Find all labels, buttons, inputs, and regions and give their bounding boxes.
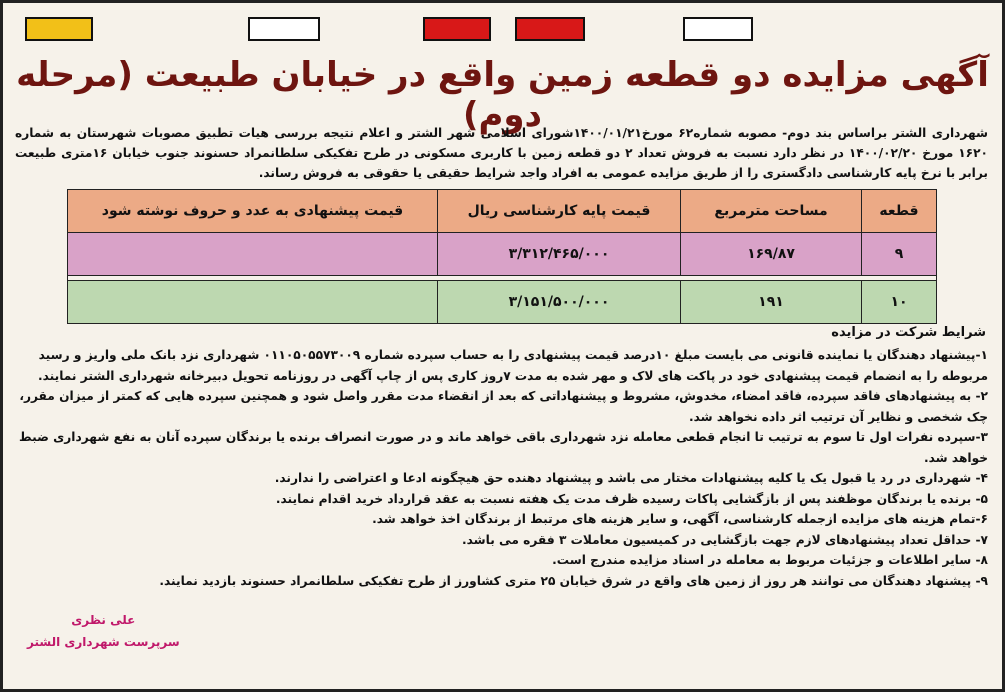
conditions-list (15, 345, 988, 591)
header-offer-price: قیمت پیشنهادی به عدد و حروف نوشته شود (68, 190, 438, 233)
condition-item: ۳-سپرده نفرات اول تا سوم به ترتیب تا انجام قطعی معامله نزد شهرداری باقی خواهد ماند و در صورت انصراف برنده یا برندگان سپرده آنان به نفع شهرداری ضبط خواهد شد. (19, 430, 988, 465)
header-lot: قطعه (862, 190, 937, 233)
table-row (68, 281, 937, 324)
cell-offer-price[interactable] (68, 233, 438, 276)
condition-item: ۶-تمام هزینه های مزایده ازجمله کارشناسی، آگهی، و سایر هزینه های مرتبط از برندگان اخذ خواهد شد. (372, 512, 988, 526)
table-row (68, 233, 937, 276)
color-block-red (423, 17, 491, 41)
condition-item: ۴- شهرداری در رد یا قبول یک یا کلیه پیشنهادات مختار می باشد و پیشنهاد دهنده حق هیچگونه ادعا و اعتراضی را ندارند. (274, 471, 988, 485)
condition-item: ۹- پیشنهاد دهندگان می توانند هر روز از زمین های واقع در شرق خیابان ۲۵ متری کشاورز از طرح تفکیکی سلطانمراد حسنوند بازدید نمایند. (159, 573, 988, 588)
color-strip (3, 17, 1002, 41)
cell-base-price: ۳/۱۵۱/۵۰۰/۰۰۰ (438, 281, 681, 324)
color-block-white (683, 17, 753, 41)
cell-area: ۱۹۱ (681, 281, 862, 324)
signatory-name: علی نظری (71, 613, 136, 627)
cell-area: ۱۶۹/۸۷ (681, 233, 862, 276)
cell-lot: ۱۰ (862, 281, 937, 324)
conditions-title: شرایط شرکت در مزایده (831, 325, 986, 340)
condition-item: ۷- حداقل تعداد پیشنهادهای لازم جهت بازگشایی در کمیسیون معاملات ۳ فقره می باشد. (461, 532, 988, 547)
condition-item: ۸- سایر اطلاعات و جزئیات مربوط به معامله در اسناد مزایده مندرج است. (552, 553, 988, 567)
header-area: مساحت مترمربع (681, 190, 862, 233)
intro-paragraph: شهرداری الشتر براساس بند دوم- مصوبه شماره۶۲ مورخ۱۴۰۰/۰۱/۲۱شورای اسلامی شهر الشتر و اعلام نتیجه بررسی هیات تطبیق مصوبات شهرستان به شماره ۱۶۲۰ مورخ ۱۴۰۰/۰۲/۲۰ در نظر دارد نسبت به فروش تعداد ۲ دو قطعه زمین با کاربری مسکونی در طرح تفکیکی سلطانمراد حسنوند جنوب خیابان ۱۶متری طبیعت برابر با نرخ پایه کارشناسی دادگستری را از طریق مزایده عمومی به افراد واجد شرایط حقیقی یا حقوقی به فروش رساند. (15, 126, 989, 180)
table-header-row (68, 190, 937, 233)
lots-table (67, 189, 937, 324)
color-block-yellow (25, 17, 93, 41)
signatory-role: سرپرست شهرداری الشتر (27, 635, 180, 649)
condition-item: ۵- برنده یا برندگان موظفند پس از بازگشایی پاکات رسیده ظرف مدت یک هفته نسبت به عقد قرارداد خرید اقدام نمایند. (275, 491, 988, 506)
signature-block (27, 609, 180, 653)
condition-item: ۲- به پیشنهادهای فاقد سپرده، فاقد امضاء، مخدوش، مشروط و پیشنهاداتی که بعد از انقضاء مدت مقرر واصل شود و همچنین سپرده هایی که کمتر از میزان مقرر، چک شخصی و نظایر آن ترتیب اثر داده نخواهد شد. (19, 389, 988, 424)
cell-offer-price[interactable] (68, 281, 438, 324)
cell-lot: ۹ (862, 233, 937, 276)
cell-base-price: ۳/۳۱۲/۴۶۵/۰۰۰ (438, 233, 681, 276)
color-block-white (248, 17, 320, 41)
condition-item: ۱-پیشنهاد دهندگان یا نماینده قانونی می بایست مبلغ ۱۰درصد قیمت پیشنهادی را به حساب سپرده شماره ۰۱۱۰۵۰۵۵۷۳۰۰۹ شهرداری نزد بانک ملی واریز و رسید مربوطه را به انضمام قیمت پیشنهادی خود در پاکت های لاک و مهر شده به مدت ۷روز کاری پس از چاپ آگهی در روزنامه تحویل دبیرخانه شهرداری الشتر نمایند. (37, 348, 988, 383)
color-block-red (515, 17, 585, 41)
header-base-price: قیمت پایه کارشناسی ریال (438, 190, 681, 233)
notice-title: آگهی مزایده دو قطعه زمین واقع در خیابان طبیعت (مرحله دوم) (16, 55, 989, 135)
